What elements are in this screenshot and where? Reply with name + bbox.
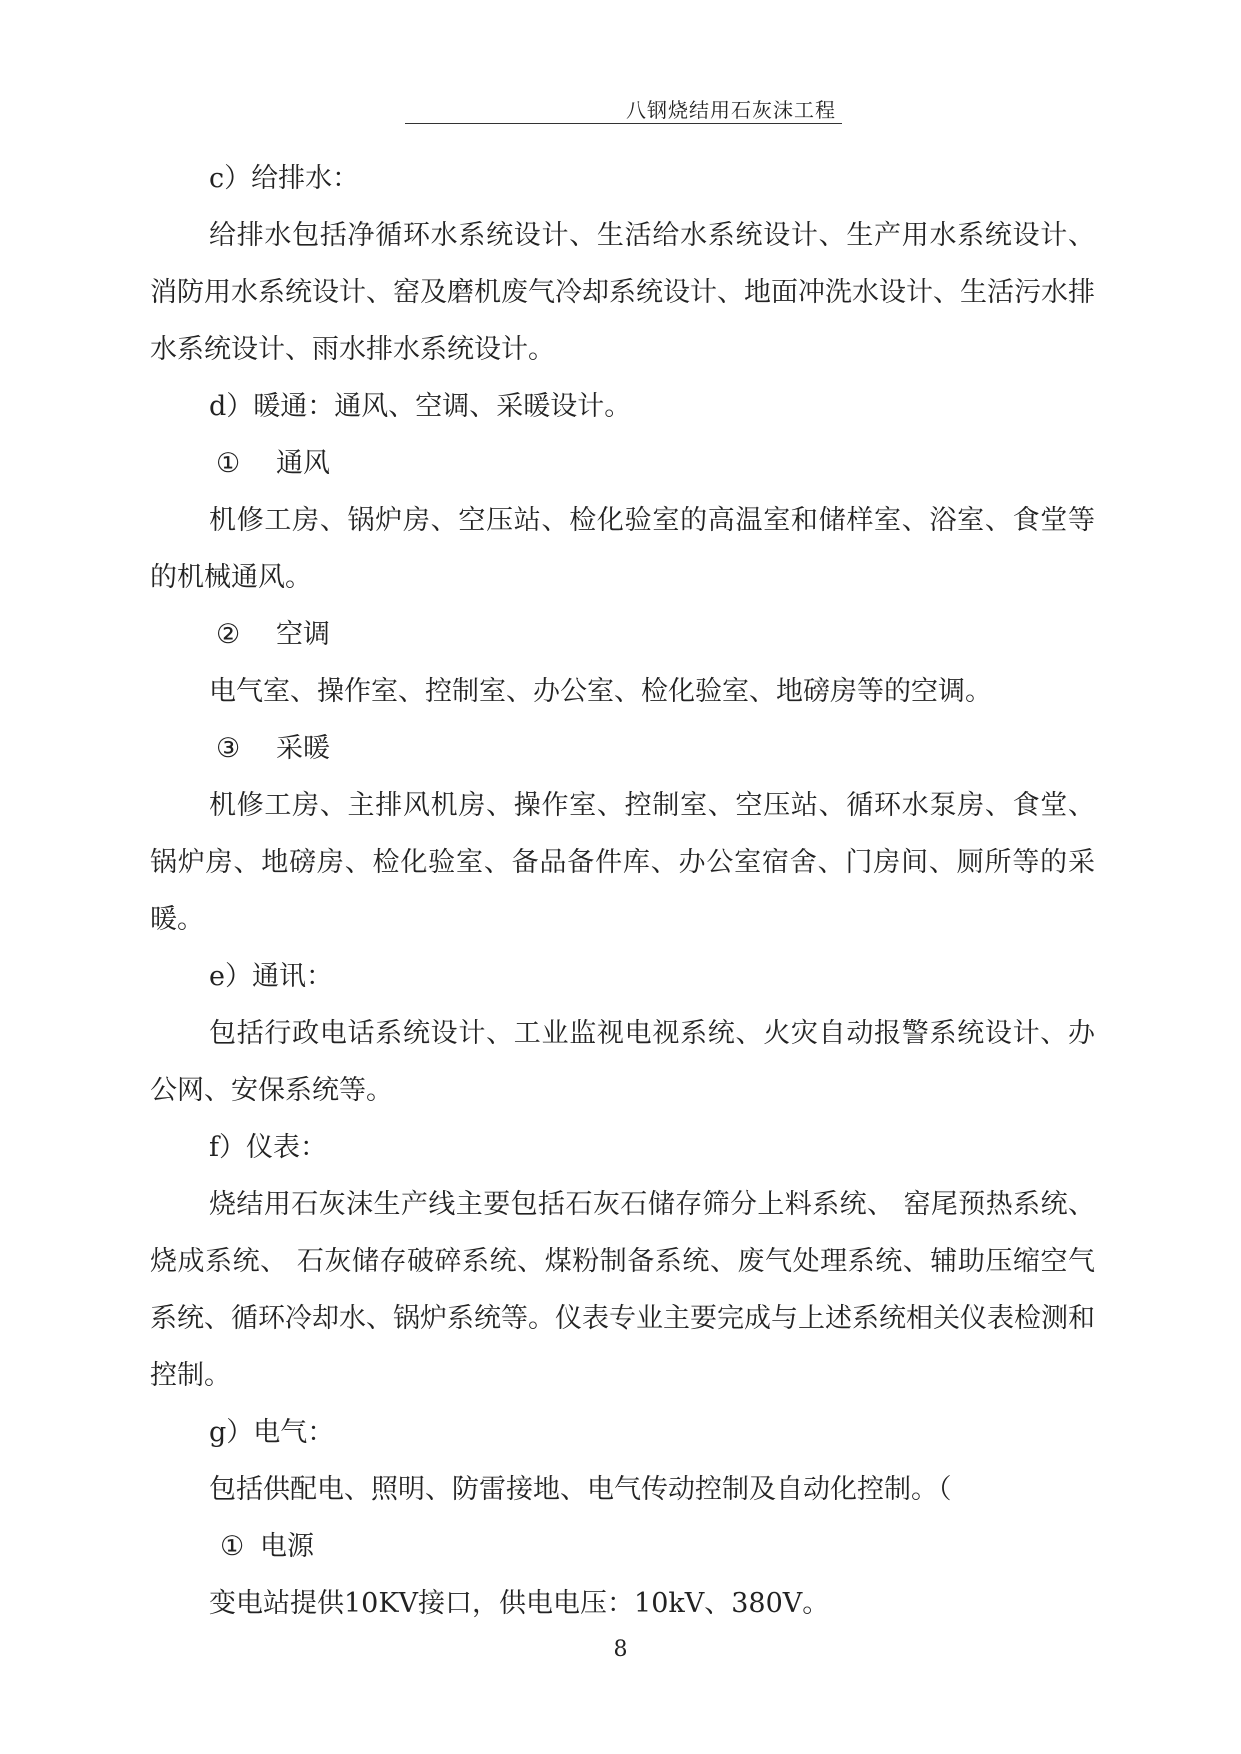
subheading-label: 电源: [260, 1531, 314, 1562]
item-number: ③: [216, 733, 241, 764]
section-heading-water: c）给排水：: [209, 163, 360, 194]
section-heading-telecom: e）通讯：: [209, 961, 333, 992]
item-number: ②: [216, 619, 241, 650]
paragraph-telecom: 包括行政电话系统设计、工业监视电视系统、火灾自动报警系统设计、办公网、安保系统等。: [150, 1018, 1095, 1106]
subheading-label: 通风: [276, 448, 330, 479]
paragraph-electrical: 包括供配电、照明、防雷接地、电气传动控制及自动化控制。（: [209, 1474, 952, 1505]
page-number: 8: [613, 1637, 628, 1662]
subheading-ventilation: [150, 435, 1095, 492]
subheading-air-conditioning: [150, 606, 1095, 663]
section-heading-electrical: g）电气：: [209, 1417, 335, 1448]
subheading-label: 空调: [276, 619, 330, 650]
subheading-label: 采暖: [276, 733, 330, 764]
paragraph-heating: 机修工房、主排风机房、操作室、控制室、空压站、循环水泵房、食堂、锅炉房、地磅房、检化验室、备品备件库、办公室宿舍、门房间、厕所等的采暖。: [150, 790, 1095, 935]
subheading-power-source: [150, 1518, 1095, 1575]
page-header: [405, 97, 842, 124]
paragraph-air-conditioning: 电气室、操作室、控制室、办公室、检化验室、地磅房等的空调。: [209, 676, 992, 707]
document-body: [150, 150, 1095, 1632]
paragraph-water: 给排水包括净循环水系统设计、生活给水系统设计、生产用水系统设计、消防用水系统设计、窑及磨机废气冷却系统设计、地面冲洗水设计、生活污水排水系统设计、雨水排水系统设计。: [150, 220, 1095, 365]
subheading-heating: [150, 720, 1095, 777]
item-number: ①: [220, 1531, 245, 1562]
paragraph-ventilation: 机修工房、锅炉房、空压站、检化验室的高温室和储样室、浴室、食堂等的机械通风。: [150, 505, 1095, 593]
paragraph-power-source: 变电站提供10KV接口，供电电压：10kV、380V。: [209, 1588, 830, 1619]
item-number: ①: [216, 448, 241, 479]
header-title: 八钢烧结用石灰沫工程: [626, 98, 836, 122]
section-heading-instrument: f）仪表：: [209, 1132, 327, 1163]
paragraph-instrument: 烧结用石灰沫生产线主要包括石灰石储存筛分上料系统、 窑尾预热系统、烧成系统、 石灰储存破碎系统、煤粉制备系统、废气处理系统、辅助压缩空气系统、循环冷却水、锅炉系统等。仪表专业主要完成与上述系统相关仪表检测和控制。: [150, 1189, 1095, 1391]
section-heading-hvac: d）暖通：通风、空调、采暖设计。: [209, 391, 632, 422]
